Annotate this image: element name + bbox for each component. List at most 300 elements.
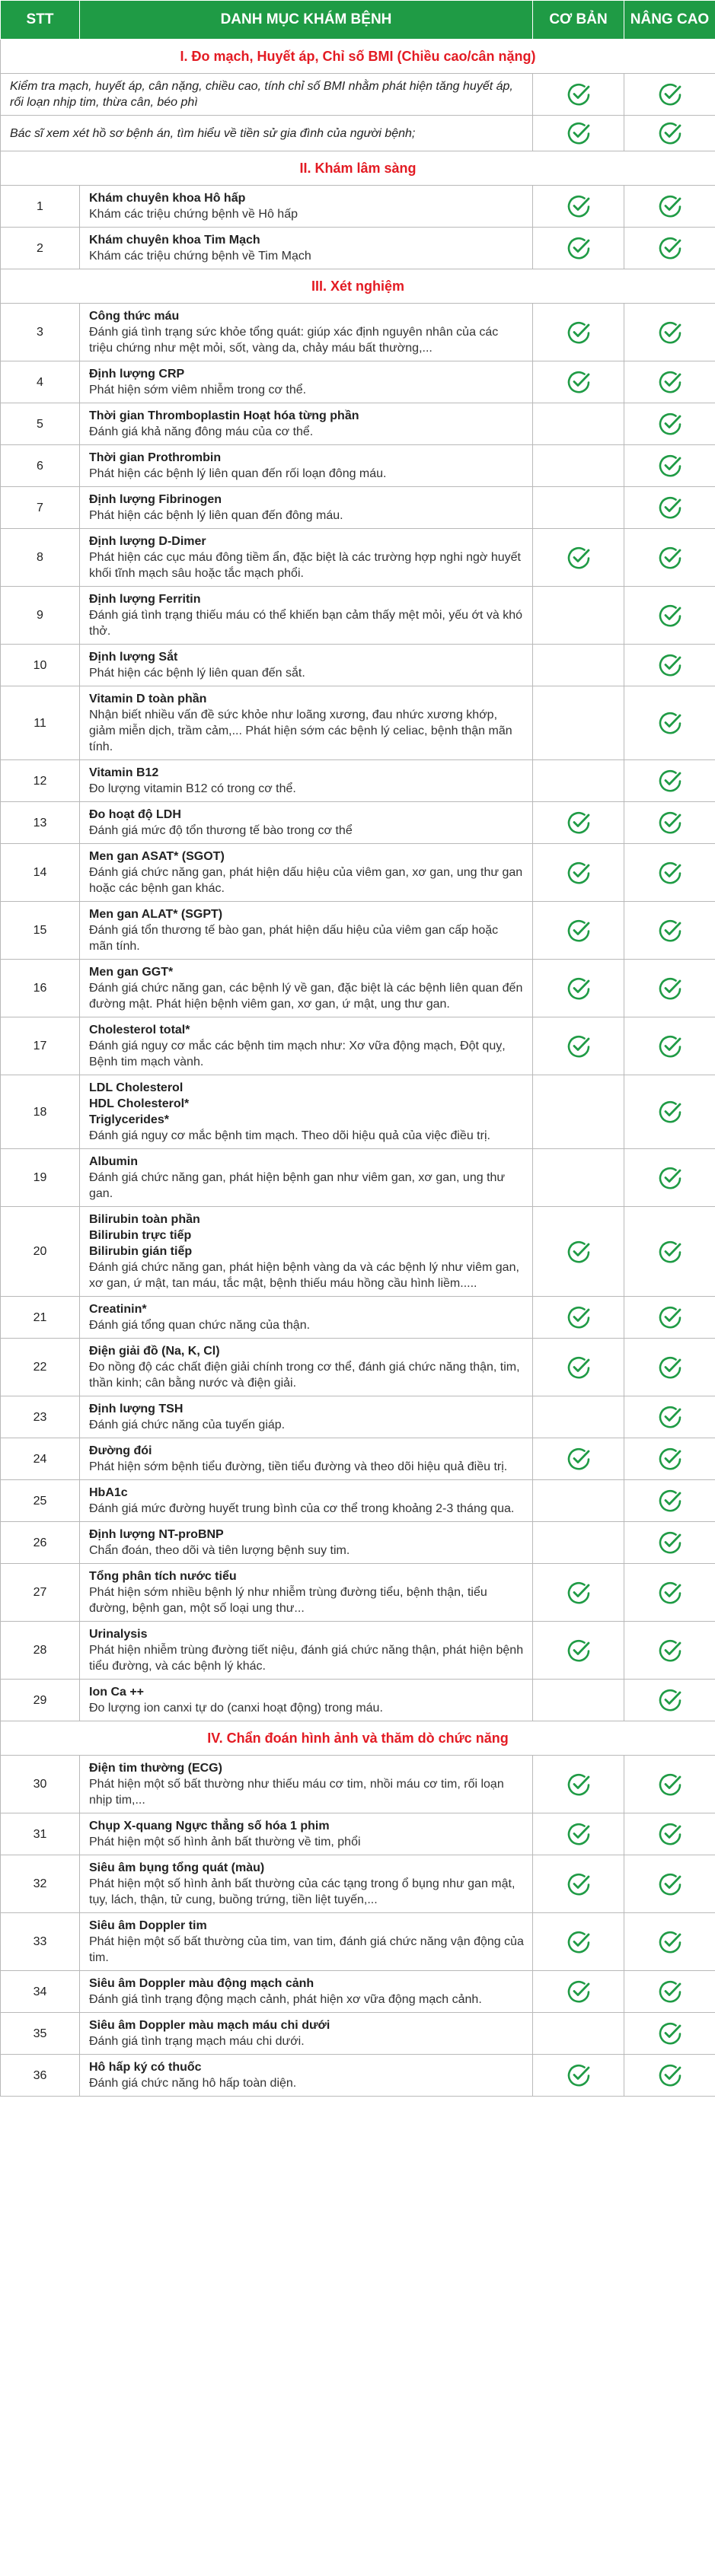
exam-name: Urinalysis <box>89 1628 148 1641</box>
check-circle-icon <box>657 453 683 479</box>
table-row <box>1 2013 715 2055</box>
section-title: IV. Chẩn đoán hình ảnh và thăm dò chức năng <box>1 1721 715 1756</box>
check-circle-icon <box>657 320 683 345</box>
exam-cell <box>80 1480 533 1522</box>
exam-name: Thời gian Thromboplastin Hoạt hóa từng phần <box>89 409 359 422</box>
exam-cell <box>80 902 533 960</box>
check-circle-icon <box>566 1821 592 1847</box>
row-number: 15 <box>1 902 80 960</box>
basic-check-cell <box>533 1149 624 1207</box>
advanced-check-cell <box>624 1438 715 1480</box>
exam-description: Đánh giá tình trạng động mạch cảnh, phát hiện xơ vữa động mạch cảnh. <box>89 1993 482 2006</box>
check-circle-icon <box>657 1488 683 1514</box>
exam-cell <box>80 1149 533 1207</box>
check-circle-icon <box>566 1580 592 1606</box>
exam-description: Phát hiện các cục máu đông tiềm ẩn, đặc biệt là các trường hợp nghi ngờ huyết khối tĩnh mạch sâu hoặc tắc mạch phổi. <box>89 551 521 580</box>
table-row <box>1 116 715 151</box>
check-circle-icon <box>566 810 592 836</box>
exam-description: Khám các triệu chứng bệnh về Hô hấp <box>89 208 298 221</box>
basic-check-cell <box>533 1480 624 1522</box>
exam-cell <box>80 1339 533 1396</box>
table-row <box>1 1971 715 2013</box>
header-category: DANH MỤC KHÁM BỆNH <box>80 1 533 40</box>
header-stt: STT <box>1 1 80 40</box>
basic-check-cell <box>533 1438 624 1480</box>
advanced-check-cell <box>624 1913 715 1971</box>
row-number: 14 <box>1 844 80 902</box>
exam-cell <box>80 228 533 269</box>
exam-cell <box>80 1564 533 1622</box>
basic-check-cell <box>533 116 624 151</box>
exam-description: Đánh giá nguy cơ mắc bệnh tim mạch. Theo dõi hiệu quả của việc điều trị. <box>89 1129 490 1142</box>
check-circle-icon <box>657 1580 683 1606</box>
exam-description: Phát hiện sớm viêm nhiễm trong cơ thể. <box>89 384 307 396</box>
advanced-check-cell <box>624 1075 715 1149</box>
table-row <box>1 1017 715 1075</box>
exam-description: Đánh giá mức đường huyết trung bình của cơ thể trong khoảng 2-3 tháng qua. <box>89 1502 515 1515</box>
table-row <box>1 1396 715 1438</box>
exam-description: Chẩn đoán, theo dõi và tiên lượng bệnh suy tim. <box>89 1544 350 1557</box>
exam-cell <box>80 960 533 1017</box>
basic-check-cell <box>533 445 624 487</box>
advanced-check-cell <box>624 445 715 487</box>
exam-name: Hô hấp ký có thuốc <box>89 2061 202 2074</box>
table-row <box>1 1207 715 1297</box>
header-advanced: NÂNG CAO <box>624 1 715 40</box>
exam-description: Phát hiện một số hình ảnh bất thường của các tạng trong ổ bụng như gan mật, tụy, lách, thận, tử cung, buồng trứng, tiền liệt tuyến,... <box>89 1877 516 1906</box>
exam-name: Định lượng Sắt <box>89 651 178 664</box>
advanced-check-cell <box>624 802 715 844</box>
table-row <box>1 1813 715 1855</box>
check-circle-icon <box>566 2062 592 2088</box>
advanced-check-cell <box>624 960 715 1017</box>
table-row <box>1 74 715 116</box>
exam-cell <box>80 587 533 645</box>
row-number: 21 <box>1 1297 80 1339</box>
row-number: 27 <box>1 1564 80 1622</box>
table-row <box>1 587 715 645</box>
exam-cell <box>80 1438 533 1480</box>
exam-name: HDL Cholesterol* <box>89 1097 190 1110</box>
exam-name: Thời gian Prothrombin <box>89 451 222 464</box>
check-circle-icon <box>566 120 592 146</box>
basic-check-cell <box>533 1756 624 1813</box>
table-row <box>1 645 715 686</box>
exam-cell <box>80 1680 533 1721</box>
basic-check-cell <box>533 1396 624 1438</box>
exam-name: Vitamin D toàn phần <box>89 693 207 705</box>
check-circle-icon <box>566 1239 592 1265</box>
row-number: 23 <box>1 1396 80 1438</box>
table-row <box>1 760 715 802</box>
advanced-check-cell <box>624 116 715 151</box>
exam-description: Đánh giá tổng quan chức năng của thận. <box>89 1319 311 1332</box>
advanced-check-cell <box>624 844 715 902</box>
row-number: 33 <box>1 1913 80 1971</box>
exam-description: Đánh giá chức năng của tuyến giáp. <box>89 1419 286 1431</box>
advanced-check-cell <box>624 1756 715 1813</box>
advanced-check-cell <box>624 1680 715 1721</box>
table-row <box>1 1622 715 1680</box>
exam-name: Triglycerides* <box>89 1113 169 1126</box>
row-number: 2 <box>1 228 80 269</box>
check-circle-icon <box>657 976 683 1001</box>
section-title: II. Khám lâm sàng <box>1 151 715 186</box>
table-row <box>1 686 715 760</box>
table-row <box>1 403 715 445</box>
exam-name: Siêu âm bụng tổng quát (màu) <box>89 1861 265 1874</box>
exam-name: Khám chuyên khoa Tim Mạch <box>89 234 260 247</box>
check-circle-icon <box>566 369 592 395</box>
check-circle-icon <box>566 1446 592 1472</box>
advanced-check-cell <box>624 1017 715 1075</box>
check-circle-icon <box>657 2020 683 2046</box>
exam-name: Khám chuyên khoa Hô hấp <box>89 192 246 205</box>
basic-check-cell <box>533 1564 624 1622</box>
advanced-check-cell <box>624 529 715 587</box>
row-number: 11 <box>1 686 80 760</box>
table-body <box>1 40 715 2097</box>
exam-description: Đánh giá chức năng gan, phát hiện dấu hiệu của viêm gan, xơ gan, ung thư gan hoặc các bệnh gan khác. <box>89 866 523 895</box>
basic-check-cell <box>533 587 624 645</box>
basic-check-cell <box>533 487 624 529</box>
basic-check-cell <box>533 304 624 361</box>
exam-description: Đánh giá tình trạng mạch máu chi dưới. <box>89 2035 305 2048</box>
table-row <box>1 445 715 487</box>
check-circle-icon <box>566 81 592 107</box>
check-circle-icon <box>657 193 683 219</box>
exam-name: HbA1c <box>89 1486 128 1499</box>
exam-cell <box>80 2013 533 2055</box>
exam-cell <box>80 1622 533 1680</box>
row-number: 18 <box>1 1075 80 1149</box>
check-circle-icon <box>657 1821 683 1847</box>
basic-check-cell <box>533 902 624 960</box>
advanced-check-cell <box>624 1813 715 1855</box>
exam-name: Siêu âm Doppler màu động mạch cảnh <box>89 1977 314 1990</box>
row-number: 1 <box>1 186 80 228</box>
exam-description: Nhận biết nhiều vấn đề sức khỏe như loãng xương, đau nhức xương khớp, giảm miễn dịch, trầm cảm,... Phát hiện sớm các bệnh lý celiac, bệnh thận mãn tính. <box>89 708 512 753</box>
advanced-check-cell <box>624 74 715 116</box>
advanced-check-cell <box>624 1522 715 1564</box>
row-number: 22 <box>1 1339 80 1396</box>
check-circle-icon <box>566 976 592 1001</box>
check-circle-icon <box>566 1772 592 1797</box>
exam-description: Khám các triệu chứng bệnh về Tim Mạch <box>89 250 311 263</box>
exam-description: Phát hiện các bệnh lý liên quan đến đông máu. <box>89 509 343 522</box>
check-circle-icon <box>566 193 592 219</box>
row-number: 25 <box>1 1480 80 1522</box>
exam-name: Định lượng Fibrinogen <box>89 493 222 506</box>
basic-check-cell <box>533 1522 624 1564</box>
advanced-check-cell <box>624 686 715 760</box>
advanced-check-cell <box>624 361 715 403</box>
basic-check-cell <box>533 1855 624 1913</box>
table-row <box>1 1756 715 1813</box>
section-row <box>1 1721 715 1756</box>
table-row <box>1 186 715 228</box>
check-circle-icon <box>657 1979 683 2004</box>
row-number: 16 <box>1 960 80 1017</box>
check-circle-icon <box>657 2062 683 2088</box>
exam-cell <box>80 1855 533 1913</box>
exam-cell <box>80 1522 533 1564</box>
basic-check-cell <box>533 529 624 587</box>
basic-check-cell <box>533 186 624 228</box>
basic-check-cell <box>533 228 624 269</box>
exam-cell <box>80 1075 533 1149</box>
basic-check-cell <box>533 1680 624 1721</box>
basic-check-cell <box>533 645 624 686</box>
advanced-check-cell <box>624 1339 715 1396</box>
section-title: I. Đo mạch, Huyết áp, Chỉ số BMI (Chiều cao/cân nặng) <box>1 40 715 74</box>
advanced-check-cell <box>624 1396 715 1438</box>
exam-description: Đánh giá chức năng gan, phát hiện bệnh gan như viêm gan, xơ gan, ung thư gan. <box>89 1171 506 1200</box>
check-circle-icon <box>657 495 683 521</box>
check-circle-icon <box>657 918 683 944</box>
check-circle-icon <box>657 603 683 629</box>
exam-name: Định lượng NT-proBNP <box>89 1528 224 1541</box>
advanced-check-cell <box>624 1564 715 1622</box>
exam-description: Đánh giá chức năng hô hấp toàn diện. <box>89 2077 297 2090</box>
row-number: 26 <box>1 1522 80 1564</box>
row-number: 17 <box>1 1017 80 1075</box>
advanced-check-cell <box>624 1297 715 1339</box>
exam-name: Điện giải đồ (Na, K, Cl) <box>89 1345 220 1358</box>
exam-description: Đo nồng độ các chất điện giải chính trong cơ thể, đánh giá chức năng thận, tim, thần kinh; cân bằng nước và điện giải. <box>89 1361 520 1390</box>
table-row <box>1 529 715 587</box>
check-circle-icon <box>657 1404 683 1430</box>
advanced-check-cell <box>624 1971 715 2013</box>
check-circle-icon <box>657 710 683 736</box>
basic-check-cell <box>533 1017 624 1075</box>
table-row <box>1 902 715 960</box>
exam-cell <box>80 487 533 529</box>
exam-name: Chụp X-quang Ngực thẳng số hóa 1 phim <box>89 1820 330 1832</box>
advanced-check-cell <box>624 403 715 445</box>
check-circle-icon <box>657 1530 683 1555</box>
exam-description: Đánh giá chức năng gan, các bệnh lý về gan, đặc biệt là các bệnh liên quan đến đường mật. Phát hiện bệnh viêm gan, xơ gan, ứ mật, ung thư gan. <box>89 982 523 1011</box>
row-number: 36 <box>1 2055 80 2097</box>
check-circle-icon <box>657 652 683 678</box>
basic-check-cell <box>533 1339 624 1396</box>
exam-name: Bilirubin gián tiếp <box>89 1245 193 1258</box>
section-row <box>1 40 715 74</box>
check-circle-icon <box>657 860 683 886</box>
check-circle-icon <box>657 1929 683 1955</box>
exam-description: Đánh giá tình trạng sức khỏe tổng quát: giúp xác định nguyên nhân của các triệu chứng như mệt mỏi, sốt, vàng da, chảy máu bất thường,... <box>89 326 499 355</box>
check-circle-icon <box>657 1304 683 1330</box>
table-row <box>1 1075 715 1149</box>
basic-check-cell <box>533 1971 624 2013</box>
row-number: 7 <box>1 487 80 529</box>
exam-cell <box>80 1297 533 1339</box>
basic-check-cell <box>533 686 624 760</box>
exam-name: Tổng phân tích nước tiểu <box>89 1570 237 1583</box>
check-circle-icon <box>566 1304 592 1330</box>
exam-cell <box>80 1396 533 1438</box>
check-circle-icon <box>657 1446 683 1472</box>
exam-name: Ion Ca ++ <box>89 1686 145 1699</box>
table-row <box>1 1297 715 1339</box>
section-title: III. Xét nghiệm <box>1 269 715 304</box>
table-row <box>1 844 715 902</box>
row-number: 28 <box>1 1622 80 1680</box>
row-number: 29 <box>1 1680 80 1721</box>
advanced-check-cell <box>624 304 715 361</box>
exam-description: Phát hiện một số bất thường của tim, van tim, đánh giá chức năng vận động của tim. <box>89 1935 524 1964</box>
row-number: 4 <box>1 361 80 403</box>
check-circle-icon <box>566 545 592 571</box>
header-basic: CƠ BẢN <box>533 1 624 40</box>
exam-description: Đo lượng vitamin B12 có trong cơ thể. <box>89 782 296 795</box>
row-number: 30 <box>1 1756 80 1813</box>
check-circle-icon <box>566 1929 592 1955</box>
table-row <box>1 361 715 403</box>
row-number: 24 <box>1 1438 80 1480</box>
row-number: 3 <box>1 304 80 361</box>
table-row <box>1 1855 715 1913</box>
check-circle-icon <box>657 235 683 261</box>
check-circle-icon <box>566 860 592 886</box>
exam-cell <box>80 1017 533 1075</box>
exam-name: Creatinin* <box>89 1303 147 1316</box>
check-circle-icon <box>657 81 683 107</box>
exam-cell <box>80 645 533 686</box>
table-row <box>1 960 715 1017</box>
exam-description: Phát hiện sớm bệnh tiểu đường, tiền tiểu đường và theo dõi hiệu quả điều trị. <box>89 1460 508 1473</box>
check-circle-icon <box>657 1165 683 1191</box>
exam-name: Men gan ASAT* (SGOT) <box>89 850 225 863</box>
exam-description: Đánh giá khả năng đông máu của cơ thể. <box>89 425 314 438</box>
row-number: 10 <box>1 645 80 686</box>
advanced-check-cell <box>624 760 715 802</box>
row-number: 13 <box>1 802 80 844</box>
basic-check-cell <box>533 74 624 116</box>
check-circle-icon <box>657 545 683 571</box>
exam-cell <box>80 1756 533 1813</box>
exam-name: LDL Cholesterol <box>89 1081 184 1094</box>
exam-name: Đường đói <box>89 1444 152 1457</box>
exam-description: Đánh giá tổn thương tế bào gan, phát hiện dấu hiệu của viêm gan cấp hoặc mãn tính. <box>89 924 499 953</box>
check-circle-icon <box>657 1239 683 1265</box>
check-circle-icon <box>566 1355 592 1380</box>
exam-name: Men gan GGT* <box>89 966 174 979</box>
check-circle-icon <box>657 1638 683 1664</box>
check-circle-icon <box>657 768 683 794</box>
advanced-check-cell <box>624 487 715 529</box>
check-circle-icon <box>657 1355 683 1380</box>
exam-name: Định lượng D-Dimer <box>89 535 206 548</box>
advanced-check-cell <box>624 1480 715 1522</box>
exam-name: Siêu âm Doppler màu mạch máu chi dưới <box>89 2019 330 2032</box>
check-circle-icon <box>657 1871 683 1897</box>
check-circle-icon <box>657 1099 683 1125</box>
exam-description: Phát hiện một số bất thường như thiếu máu cơ tim, nhồi máu cơ tim, rối loạn nhịp tim,... <box>89 1778 504 1807</box>
exam-cell <box>80 304 533 361</box>
table-row <box>1 304 715 361</box>
advanced-check-cell <box>624 2013 715 2055</box>
advanced-check-cell <box>624 587 715 645</box>
basic-check-cell <box>533 1913 624 1971</box>
basic-check-cell <box>533 361 624 403</box>
exam-cell <box>80 529 533 587</box>
exam-cell <box>80 1207 533 1297</box>
table-row <box>1 487 715 529</box>
exam-name: Vitamin B12 <box>89 766 159 779</box>
row-number: 34 <box>1 1971 80 2013</box>
advanced-check-cell <box>624 1855 715 1913</box>
exam-name: Định lượng Ferritin <box>89 593 201 606</box>
exam-description: Đánh giá mức độ tổn thương tế bào trong cơ thể <box>89 824 353 837</box>
basic-check-cell <box>533 2055 624 2097</box>
basic-check-cell <box>533 1207 624 1297</box>
advanced-check-cell <box>624 1149 715 1207</box>
advanced-check-cell <box>624 902 715 960</box>
exam-name: Định lượng TSH <box>89 1403 184 1415</box>
exam-cell <box>80 445 533 487</box>
table-row <box>1 1480 715 1522</box>
table-row <box>1 228 715 269</box>
advanced-check-cell <box>624 2055 715 2097</box>
exam-name: Men gan ALAT* (SGPT) <box>89 908 223 921</box>
row-number: 20 <box>1 1207 80 1297</box>
row-number: 5 <box>1 403 80 445</box>
basic-check-cell <box>533 760 624 802</box>
exam-cell <box>80 802 533 844</box>
exam-description: Phát hiện nhiễm trùng đường tiết niệu, đánh giá chức năng thận, phát hiện bệnh tiểu đường, và các bệnh lý khác. <box>89 1644 524 1673</box>
exam-description: Đánh giá chức năng gan, phát hiện bệnh vàng da và các bệnh lý như viêm gan, xơ gan, ứ mật, tan máu, tắc mật, bệnh thiếu máu hồng cầu hình liềm..... <box>89 1261 519 1290</box>
basic-check-cell <box>533 1075 624 1149</box>
exam-cell <box>80 1913 533 1971</box>
check-circle-icon <box>657 120 683 146</box>
exam-cell <box>80 1813 533 1855</box>
check-circle-icon <box>657 411 683 437</box>
exam-name: Đo hoạt độ LDH <box>89 808 181 821</box>
check-circle-icon <box>566 1979 592 2004</box>
exam-name: Công thức máu <box>89 310 180 323</box>
table-row <box>1 1564 715 1622</box>
check-circle-icon <box>657 810 683 836</box>
row-number: 12 <box>1 760 80 802</box>
table-row <box>1 1149 715 1207</box>
check-circle-icon <box>657 369 683 395</box>
table-row <box>1 1913 715 1971</box>
note-text: Kiểm tra mạch, huyết áp, cân nặng, chiều cao, tính chỉ số BMI nhằm phát hiện tăng huyết áp, rối loạn nhịp tim, thừa cân, béo phì <box>1 74 533 116</box>
row-number: 31 <box>1 1813 80 1855</box>
advanced-check-cell <box>624 186 715 228</box>
exam-cell <box>80 361 533 403</box>
table-row <box>1 802 715 844</box>
exam-name: Bilirubin trực tiếp <box>89 1229 192 1242</box>
check-circle-icon <box>566 235 592 261</box>
exam-cell <box>80 186 533 228</box>
exam-name: Định lượng CRP <box>89 368 185 381</box>
exam-name: Cholesterol total* <box>89 1024 190 1036</box>
row-number: 19 <box>1 1149 80 1207</box>
note-text: Bác sĩ xem xét hồ sơ bệnh án, tìm hiểu về tiền sử gia đình của người bệnh; <box>1 116 533 151</box>
basic-check-cell <box>533 960 624 1017</box>
basic-check-cell <box>533 1813 624 1855</box>
exam-cell <box>80 1971 533 2013</box>
exam-description: Phát hiện một số hình ảnh bất thường về tim, phổi <box>89 1836 361 1848</box>
check-circle-icon <box>566 918 592 944</box>
table-row <box>1 1680 715 1721</box>
check-circle-icon <box>657 1772 683 1797</box>
exam-description: Phát hiện các bệnh lý liên quan đến rối loạn đông máu. <box>89 467 387 480</box>
exam-name: Bilirubin toàn phần <box>89 1213 200 1226</box>
exam-cell <box>80 403 533 445</box>
